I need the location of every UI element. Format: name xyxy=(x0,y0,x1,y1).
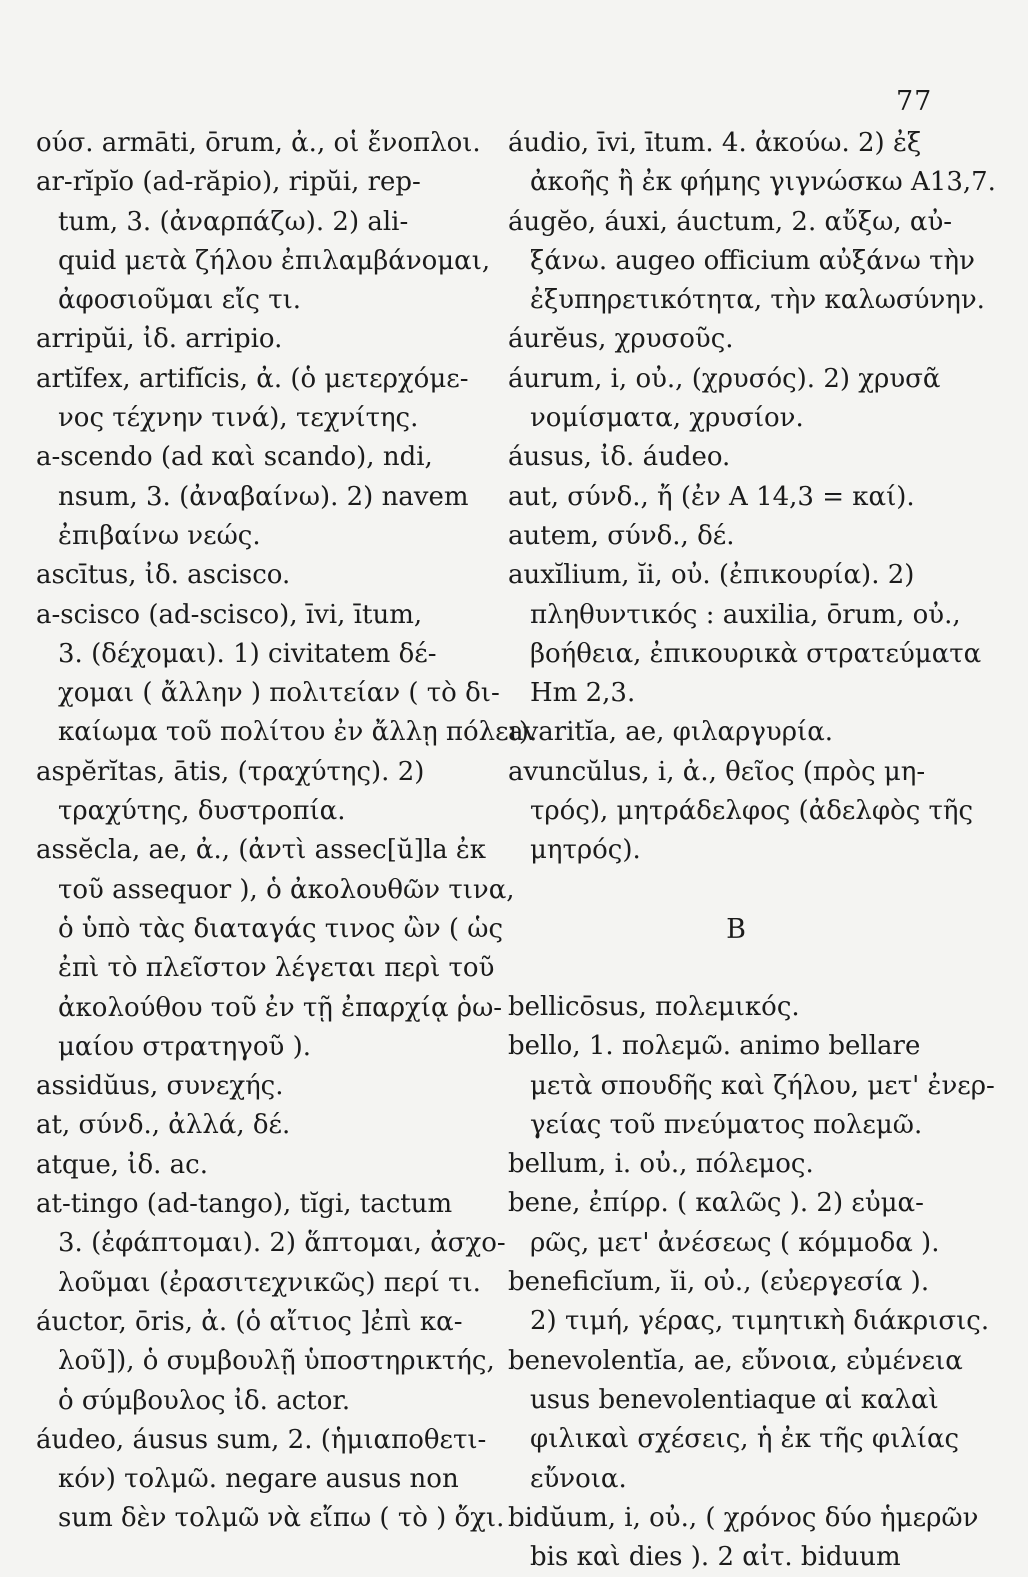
dictionary-entry-continuation: usus benevolentiaque αἱ καλαὶ xyxy=(530,1384,939,1415)
dictionary-entry-continuation: ξάνω. augeo officium αὐξάνω τὴν xyxy=(530,245,975,276)
dictionary-entry-continuation: sum δὲν τολμῶ νὰ εἴπω ( τὸ ) ὄχι. xyxy=(58,1503,505,1534)
dictionary-entry-headline: at-tingo (ad-tango), tĭgi, tactum xyxy=(36,1189,453,1220)
dictionary-entry-continuation: λοῦ]), ὁ συμβουλῇ ὑποστηρικτής, xyxy=(58,1346,495,1377)
section-letter-heading: B xyxy=(726,913,746,945)
dictionary-entry-headline: at, σύνδ., ἀλλά, δέ. xyxy=(36,1110,291,1141)
dictionary-entry-headline: avuncŭlus, i, ἀ., θεῖος (πρὸς μη- xyxy=(508,756,926,787)
dictionary-entry-headline: atque, ἰδ. ac. xyxy=(36,1149,208,1180)
dictionary-entry-headline: a-scendo (ad καὶ scando), ndi, xyxy=(36,442,433,473)
dictionary-entry-headline: bidŭum, i, οὐ., ( χρόνος δύο ἡμερῶν xyxy=(508,1502,979,1533)
dictionary-entry-headline: áudeo, áusus sum, 2. (ἡμιαποθετι- xyxy=(36,1424,487,1455)
dictionary-entry-continuation: φιλικαὶ σχέσεις, ἡ ἐκ τῆς φιλίας xyxy=(530,1424,960,1455)
dictionary-entry-headline: assĕcla, ae, ἀ., (ἀντὶ assec[ŭ]la ἐκ xyxy=(36,835,487,866)
dictionary-entry-headline: áudio, īvi, ītum. 4. ἀκούω. 2) ἐξ xyxy=(508,128,922,158)
dictionary-entry-continuation: 3. (ἐφάπτομαι). 2) ἅπτομαι, ἀσχο- xyxy=(58,1228,506,1259)
dictionary-entry-continuation: τραχύτης, δυστροπία. xyxy=(58,796,346,827)
dictionary-entry-continuation: νος τέχνην τινά), τεχνίτης. xyxy=(58,403,419,434)
dictionary-entry-continuation: βοήθεια, ἐπικουρικὰ στρατεύματα xyxy=(530,638,982,669)
dictionary-entry-continuation: μητρός). xyxy=(530,835,641,866)
dictionary-entry-continuation: χομαι ( ἄλλην ) πολιτείαν ( τὸ δι- xyxy=(58,678,500,709)
dictionary-entry-headline: bello, 1. πολεμῶ. animo bellare xyxy=(508,1031,921,1062)
dictionary-entry-continuation: Hm 2,3. xyxy=(530,678,636,709)
right-column-entries-a xyxy=(508,124,996,871)
dictionary-entry-continuation: γείας τοῦ πνεύματος πολεμῶ. xyxy=(530,1109,923,1140)
dictionary-entry-continuation: quid μετὰ ζήλου ἐπιλαμβάνομαι, xyxy=(58,245,491,276)
dictionary-entry-continuation: 3. (δέχομαι). 1) civitatem δέ- xyxy=(58,638,437,669)
dictionary-entry-headline: assidŭus, συνεχής. xyxy=(36,1071,284,1102)
dictionary-entry-continuation: ὁ σύμβουλος ἰδ. actor. xyxy=(58,1385,351,1416)
dictionary-entry-headline: áuctor, ōris, ἀ. (ὁ αἴτιος ]ἐπὶ κα- xyxy=(36,1306,463,1337)
right-column xyxy=(508,124,996,1577)
dictionary-entry-headline: avaritĭa, ae, φιλαργυρία. xyxy=(508,717,834,748)
dictionary-entry-headline: benevolentĭa, ae, εὔνοια, εὐμένεια xyxy=(508,1345,963,1376)
dictionary-entry-headline: aut, σύνδ., ἤ (ἐν A 14,3 = καί). xyxy=(508,481,915,512)
dictionary-entry-continuation: εὔνοια. xyxy=(530,1463,627,1494)
dictionary-entry-continuation: ἐπιβαίνω νεώς. xyxy=(58,520,261,551)
dictionary-entry-continuation: nsum, 3. (ἀναβαίνω). 2) navem xyxy=(58,481,469,512)
dictionary-entry-continuation: πληθυντικός : auxilia, ōrum, οὐ., xyxy=(530,599,961,630)
dictionary-entry-headline: ar-rĭpĭo (ad-răpio), ripŭi, rep- xyxy=(36,167,421,198)
dictionary-entry-continuation: ἀφοσιοῦμαι εἴς τι. xyxy=(58,285,302,316)
dictionary-entry-headline: a-scisco (ad-scisco), īvi, ītum, xyxy=(36,599,423,630)
dictionary-entry-headline: aspĕrĭtas, ātis, (τραχύτης). 2) xyxy=(36,756,425,787)
dictionary-entry-headline: áurĕus, χρυσοῦς. xyxy=(508,324,734,355)
dictionary-entry-headline: áusus, ἰδ. áudeo. xyxy=(508,442,731,473)
dictionary-entry-continuation: ρῶς, μετ' ἀνέσεως ( κόμμοδα ). xyxy=(530,1227,940,1258)
dictionary-entry-headline: arripŭi, ἰδ. arripio. xyxy=(36,324,283,355)
dictionary-entry-headline: artĭfex, artifĭcis, ἀ. (ὁ μετερχόμε- xyxy=(36,363,469,394)
dictionary-entry-headline: bellicōsus, πολεμικός. xyxy=(508,991,800,1022)
dictionary-entry-continuation: 2) τιμή, γέρας, τιμητικὴ διάκρισις. xyxy=(530,1306,990,1337)
dictionary-entry-headline: beneficĭum, ĭi, οὐ., (εὐεργεσία ). xyxy=(508,1267,930,1298)
dictionary-entry-headline: ascītus, ἰδ. ascisco. xyxy=(36,560,291,591)
right-column-entries-b xyxy=(508,988,995,1577)
left-column xyxy=(36,124,538,1539)
dictionary-entry-continuation: ἀκοῆς ἢ ἐκ φήμης γιγνώσκω A13,7. xyxy=(530,167,996,198)
dictionary-entry-continuation: ἐξυπηρετικότητα, τὴν καλωσύνην. xyxy=(530,285,985,316)
dictionary-entry-headline: bellum, i. οὐ., πόλεμος. xyxy=(508,1149,814,1180)
dictionary-entry-continuation: καίωμα τοῦ πολίτου ἐν ἄλλῃ πόλει). xyxy=(58,717,538,748)
dictionary-entry-continuation: λοῦμαι (ἐρασιτεχνικῶς) περί τι. xyxy=(58,1267,481,1298)
dictionary-entry-continuation: ὁ ὑπὸ τὰς διαταγάς τινος ὢν ( ὡς xyxy=(58,913,504,944)
dictionary-entry-headline: áugĕo, áuxi, áuctum, 2. αὔξω, αὐ- xyxy=(508,206,953,237)
dictionary-entry-continuation: ἀκολούθου τοῦ ἐν τῇ ἐπαρχίᾳ ῥω- xyxy=(58,992,503,1023)
dictionary-entry-continuation: bis καὶ dies ). 2 αἰτ. biduum xyxy=(530,1542,901,1573)
dictionary-entry-continuation: νομίσματα, χρυσίον. xyxy=(530,403,804,434)
dictionary-entry-headline: ούσ. armāti, ōrum, ἀ., οἱ ἔνοπλοι. xyxy=(36,128,481,158)
dictionary-entry-continuation: τοῦ assequor ), ὁ ἀκολουθῶν τινα, xyxy=(58,874,515,905)
dictionary-entry-continuation: ἐπὶ τὸ πλεῖστον λέγεται περὶ τοῦ xyxy=(58,953,495,984)
dictionary-entry-continuation: μετὰ σπουδῆς καὶ ζήλου, μετ' ἐνερ- xyxy=(530,1070,995,1101)
dictionary-entry-headline: bene, ἐπίρρ. ( καλῶς ). 2) εὐμα- xyxy=(508,1188,924,1219)
page-number: 77 xyxy=(896,86,933,117)
dictionary-entry-continuation: κόν) τολμῶ. negare ausus non xyxy=(58,1464,459,1495)
dictionary-entry-headline: auxĭlium, ĭi, οὐ. (ἐπικουρία). 2) xyxy=(508,560,915,591)
dictionary-entry-headline: autem, σύνδ., δέ. xyxy=(508,520,735,551)
dictionary-entry-continuation: τρός), μητράδελφος (ἀδελφὸς τῆς xyxy=(530,796,974,827)
dictionary-entry-continuation: μαίου στρατηγοῦ ). xyxy=(58,1031,311,1062)
dictionary-entry-headline: áurum, i, οὐ., (χρυσός). 2) χρυσᾶ xyxy=(508,363,941,394)
dictionary-entry-continuation: tum, 3. (ἀναρπάζω). 2) ali- xyxy=(58,206,409,237)
